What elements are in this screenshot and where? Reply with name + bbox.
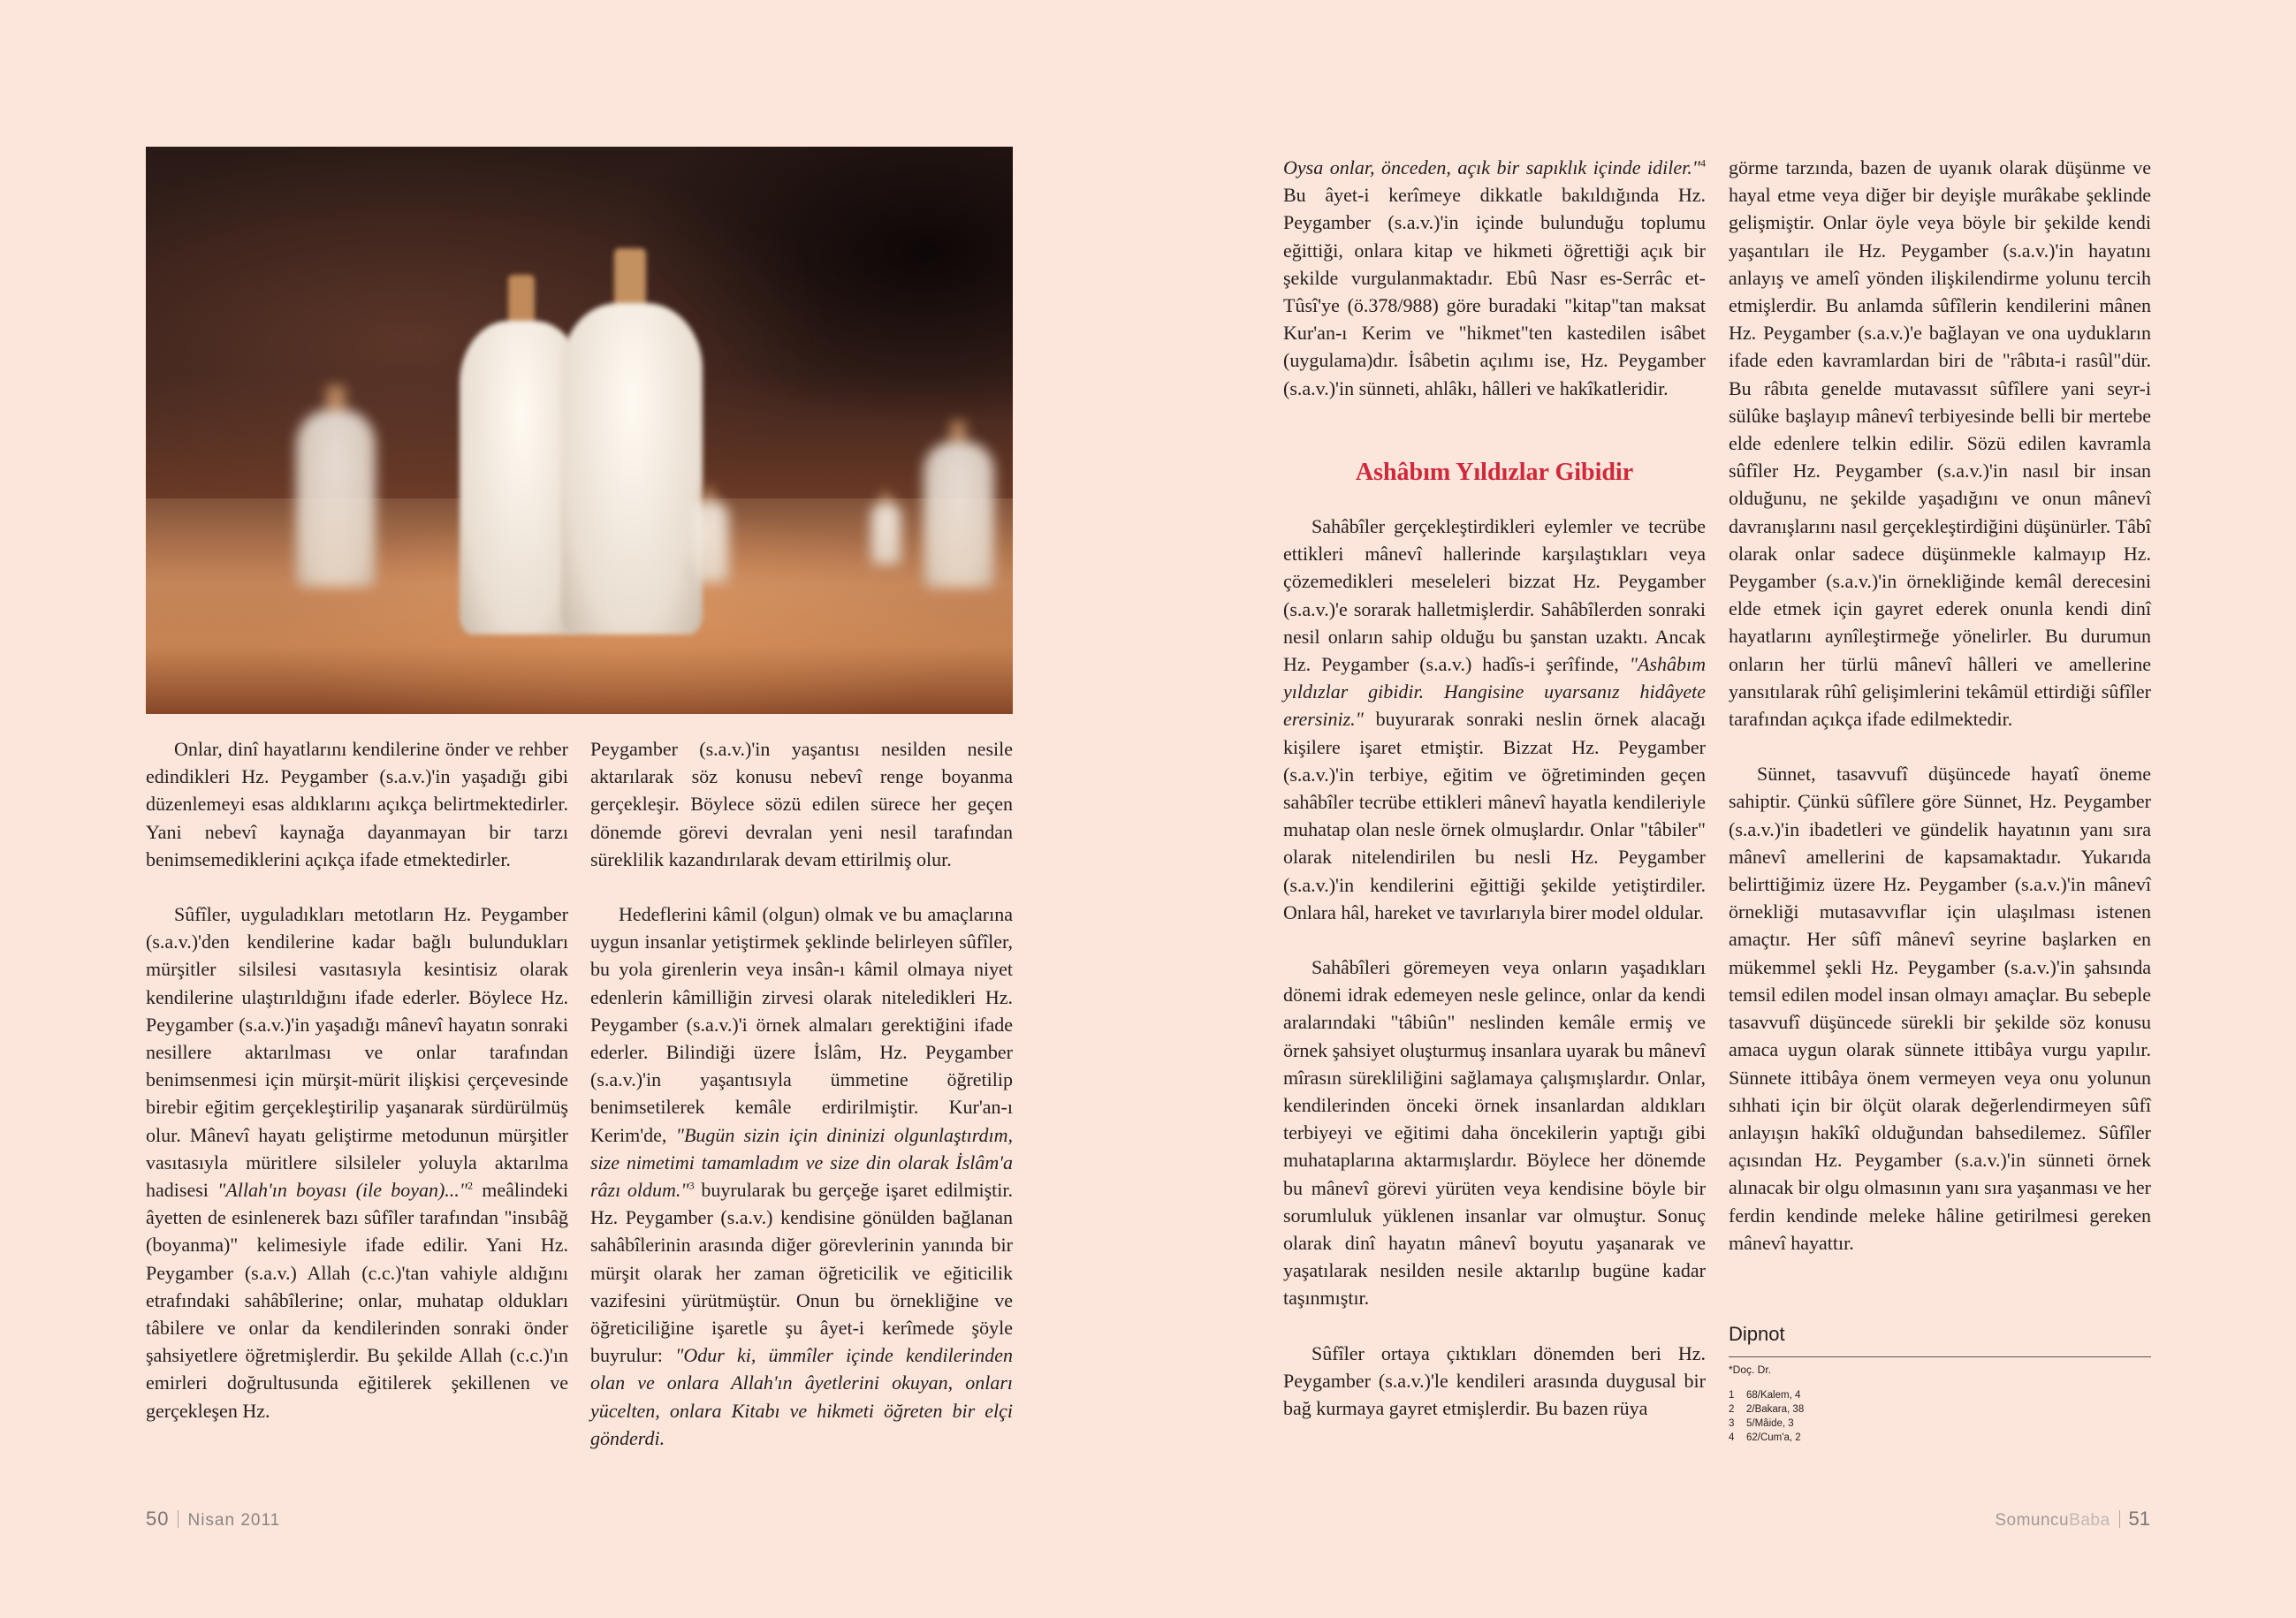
dervish-figure — [924, 421, 994, 589]
paragraph: Oysa onlar, önceden, açık bir sapıklık içinde idiler."$^4$ Bu âyet-i kerîmeye dikkatle bakıldığında Hz. Peygamber (s.a.v.)'in içinde bulunduğu toplumu eğittiği, onlara kitap ve hikmeti öğrettiği açık bir şekilde vurgulanmaktadır. Ebû Nasr es-Serrâc et-Tûsî'ye (ö.378/988) göre buradaki "kitap"tan maksat Kur'an-ı Kerim ve "hikmet"ten kastedilen isâbet (uygulama)dır. İsâbetin açılımı ise, Hz. Peygamber (s.a.v.)'in sünneti, ahlâkı, hâlleri ve hakîkatleridir. — [1283, 156, 1706, 399]
text-column-4 — [1729, 154, 2151, 1257]
footnote-item: 3 5/Mâide, 3 — [1729, 1418, 1794, 1429]
footnote-item: 4 62/Cum'a, 2 — [1729, 1432, 1801, 1443]
footer-separator — [178, 1510, 179, 1528]
right-page-footer — [1995, 1508, 2150, 1531]
paragraph: Onlar, dinî hayatlarını kendilerine önder ve rehber edindikleri Hz. Peygamber (s.a.v.)'in yaşadığı gibi düzenlemeyi esas aldıklarını açıkça belirtmektedirler. Yani nebevî kaynağa dayanmayan bir tarzı benimsemediklerini açıkça ifade etmektedirler. — [146, 738, 568, 870]
footnotes-title: Dipnot — [1729, 1323, 1785, 1345]
page-number: 51 — [2128, 1508, 2150, 1530]
footnote-list — [1729, 1388, 1804, 1445]
left-page-footer — [146, 1508, 280, 1531]
text-column-2 — [590, 735, 1013, 1452]
text-column-3-continued — [1283, 513, 1706, 1422]
footer-separator — [2119, 1510, 2120, 1528]
issue-date: Nisan 2011 — [187, 1511, 281, 1530]
author-note: *Doç. Dr. — [1729, 1364, 1772, 1376]
magazine-brand: Somuncu — [1995, 1511, 2070, 1530]
footnotes-divider — [1729, 1356, 2151, 1357]
dervish-figure — [871, 491, 901, 566]
whirling-dervishes-photo — [146, 147, 1013, 714]
text-column-1 — [146, 735, 568, 1424]
footnote-item: 1 68/Kalem, 4 — [1729, 1390, 1801, 1401]
paragraph: Hedeflerini kâmil (olgun) olmak ve bu amaçlarına uygun insanlar yetiştirmek şeklinde belirleyen sûfîler, bu yola girenlerin veya insân-ı kâmil olmaya niyet edenlerin kâmilliğin zirvesi olarak niteledikleri Hz. Peygamber (s.a.v.)'i örnek almaları gerektiğini ifade ederler. Bilindiği üzere İslâm, Hz. Peygamber (s.a.v.)'in yaşantısıyla ümmetine öğretilip benimsetilerek kemâle erdirilmiştir. Kur'an-ı Kerim'de, "Bugün sizin için dininizi olgunlaştırdım, size nimetimi tamamladım ve size din olarak İslâm'a râzı oldum."$^3$ buyrularak bu gerçeğe işaret edilmiştir. Hz. Peygamber (s.a.v.) kendisine gönülden bağlanan sahâbîlerinin arasında diğer görevlerinin yanında bir mürşit olarak her zaman öğreticilik ve eğiticilik vazifesini yürütmüştür. Onun bu örnekliğine ve öğreticiliğine işaretle şu âyet-i kerîmede şöyle buyrulur: "Odur ki, ümmîler içinde kendilerinden olan ve onlara Allah'ın âyetlerini okuyan, onları yücelten, onlara Kitabı ve hikmeti öğreten bir elçi gönderdi. — [590, 903, 1014, 1449]
section-heading: Ashâbım Yıldızlar Gibidir — [1355, 459, 1634, 486]
paragraph: Sûfîler ortaya çıktıkları dönemden beri Hz. Peygamber (s.a.v.)'le kendileri arasında duygusal bir bağ kurmaya gayret etmişlerdir. Bu bazen rüya — [1283, 1341, 1706, 1420]
footnote-item: 2 2/Bakara, 38 — [1729, 1404, 1805, 1415]
text-column-3 — [1283, 154, 1706, 402]
dervish-figure — [296, 385, 376, 589]
paragraph: Sahâbîler gerçekleştirdikleri eylemler ve tecrübe ettikleri mânevî hallerinde karşılaştıkları veya çözemedikleri meseleleri bizzat Hz. Peygamber (s.a.v.)'e sorarak halletmişlerdir. Sahâbîlerden sonraki nesil onların sahip olduğu bu şanstan uzaktı. Ancak Hz. Peygamber (s.a.v.) hadîs-i şerîfinde, "Ashâbım yıldızlar gibidir. Hangisine uyarsanız hidâyete erersiniz." buyurarak sonraki neslin örnek alacağı kişilere işaret etmiştir. Bizzat Hz. Peygamber (s.a.v.)'in terbiye, eğitim ve öğretiminden geçen sahâbîler tecrübe ettikleri mânevî hayatla kendileriyle muhatap olan nesle örnek olmuşlardır. Onlar "tâbiler" olarak nitelendirilen bu nesli Hz. Peygamber (s.a.v.)'in kendilerini eğittiği şekilde yetiştirdiler. Onlara hâl, hareket ve tavırlarıyla birer model oldular. — [1283, 515, 1706, 923]
paragraph: Sahâbîleri göremeyen veya onların yaşadıkları dönemi idrak edemeyen nesle gelince, onlar da kendi aralarındaki "tâbiûn" neslinden kemâle ermiş ve örnek şahsiyet oluşturmuş insanlara uyarak bu mânevî mîrasın sürekliliğini sağlamaya çalışmışlardır. Onlar, kendilerinden önceki örnek insanlardan aldıkları terbiyeyi ve eğitimi daha öncekilerin yaptığı gibi muhataplarına aktarmışlardır. Böylece her dönemde bu mânevî görevi yürüten veya kendisine böyle bir sorumluluk yüklenen insanlar var olmuştur. Sonuç olarak dinî hayatın mânevî boyutu yaşanarak ve yaşatılarak nesilden nesile aktarılıp bugüne kadar taşınmıştır. — [1283, 956, 1706, 1310]
paragraph: Sünnet, tasavvufî düşüncede hayatî öneme sahiptir. Çünkü sûfîlere göre Sünnet, Hz. Peygamber (s.a.v.)'in ibadetleri ve gündelik hayatının yanı sıra mânevî amellerini de kapsamaktadır. Yukarıda belirttiğimiz üzere Hz. Peygamber (s.a.v.)'in mânevî örnekliği mutasavvıflar için ulaşılması istenen amaçtır. Her sûfî mânevî seyrine başlarken en mükemmel şekli Hz. Peygamber (s.a.v.)'in şahsında temsil edilen model insan olmayı amaçlar. Bu sebeple tasavvufî düşüncede sürekli bir şekilde söz konusu amaca uygun olarak sünnete ittibâya vurgu yapılır. Sünnete ittibâya önem vermeyen veya onu yolunun sıhhati için bir ölçüt olarak değerlendirmeyen sûfî anlayışın hakîkî olduğundan bahsedilemez. Sûfîler açısından Hz. Peygamber (s.a.v.)'in sünneti örnek alınacak bir olgu olmasının yanı sıra yaşanması ve her ferdin kendinde meleke hâline getirilmesi gereken mânevî hayattır. — [1729, 763, 2151, 1254]
dervish-figure — [689, 487, 729, 584]
paragraph: Peygamber (s.a.v.)'in yaşantısı nesilden nesile aktarılarak söz konusu nebevî renge boyanma gerçekleşir. Böylece sözü edilen sürece her geçen dönemde görevi devralan yeni nesil tarafından süreklilik kazandırılarak devam ettirilmiş olur. — [590, 738, 1013, 870]
magazine-brand-suffix: Baba — [2069, 1511, 2110, 1530]
dervish-figure — [561, 248, 703, 637]
paragraph: Sûfîler, uyguladıkları metotların Hz. Peygamber (s.a.v.)'den kendilerine kadar bağlı bulundukları mürşitler silsilesi vasıtasıyla kesintisiz olarak kendilerine ulaştırıldığını ifade ederler. Böylece Hz. Peygamber (s.a.v.)'in yaşadığı mânevî hayatın sonraki nesillere aktarılması ve onlar tarafından benimsenmesi için mürşit-mürit ilişkisi çerçevesinde birebir eğitim gerçekleştirilip yaşanarak sürdürülmüş olur. Mânevî hayatı geliştirme metodunun mürşitler vasıtasıyla müritlere silsileler yoluyla aktarılma hadisesi "Allah'ın boyası (ile boyan)..."$^2$ meâlindeki âyetten de esinlenerek bazı sûfîler tarafından "insıbâğ (boyanma)" kelimesiyle ifade edilir. Yani Hz. Peygamber (s.a.v.) Allah (c.c.)'tan vahiyle aldığını etrafındaki sahâbîlerine; onlar, muhatap oldukları tâbilere ve onlar da kendilerinden sonraki önder şahsiyetlere öğretmişlerdir. Bu şekilde Allah (c.c.)'ın emirleri doğrultusunda eğitilerek şekillenen ve gerçekleşen Hz. — [146, 903, 568, 1422]
paragraph: görme tarzında, bazen de uyanık olarak düşünme ve hayal etme veya diğer bir deyişle murâkabe şeklinde gelişmiştir. Onlar öyle veya böyle bir şekilde kendi yaşantıları ile Hz. Peygamber (s.a.v.)'in hayatını anlayış ve amelî yönden ilişkilendirme yolunu tercih etmişlerdir. Bu anlamda sûfîlerin kendilerini mânen Hz. Peygamber (s.a.v.)'e bağlayan ve ona uydukların ifade eden kavramlardan biri de "râbıta-i rasûl"dür. Bu râbıta genelde mutavassıt sûfîlere yani seyr-i sülûke başlayıp mânevî terbiyesinde belli bir mertebe elde edenlere telkin edilir. Sözü edilen kavramla sûfîler Hz. Peygamber (s.a.v.)'in nasıl bir insan olduğunu, ne şekilde yaşadığını ve onun mânevî davranışlarını nasıl gerçekleştirdiğini düşünürler. Tâbî olarak onlar sadece düşünmekle kalmayıp Hz. Peygamber (s.a.v.)'in örnekliğinde kemâl derecesini elde etmek için gayret ederek onunla kendi dinî hayatlarını aynîleştirmeğe yönelirler. Bu durumun onların her türlü mânevî hâlleri ve amellerine yansıtılarak rûhî gelişimlerini tekâmül ettirdiği sûfîler tarafından açıkça ifade edilmektedir. — [1729, 156, 2151, 731]
page-number: 50 — [146, 1508, 170, 1530]
